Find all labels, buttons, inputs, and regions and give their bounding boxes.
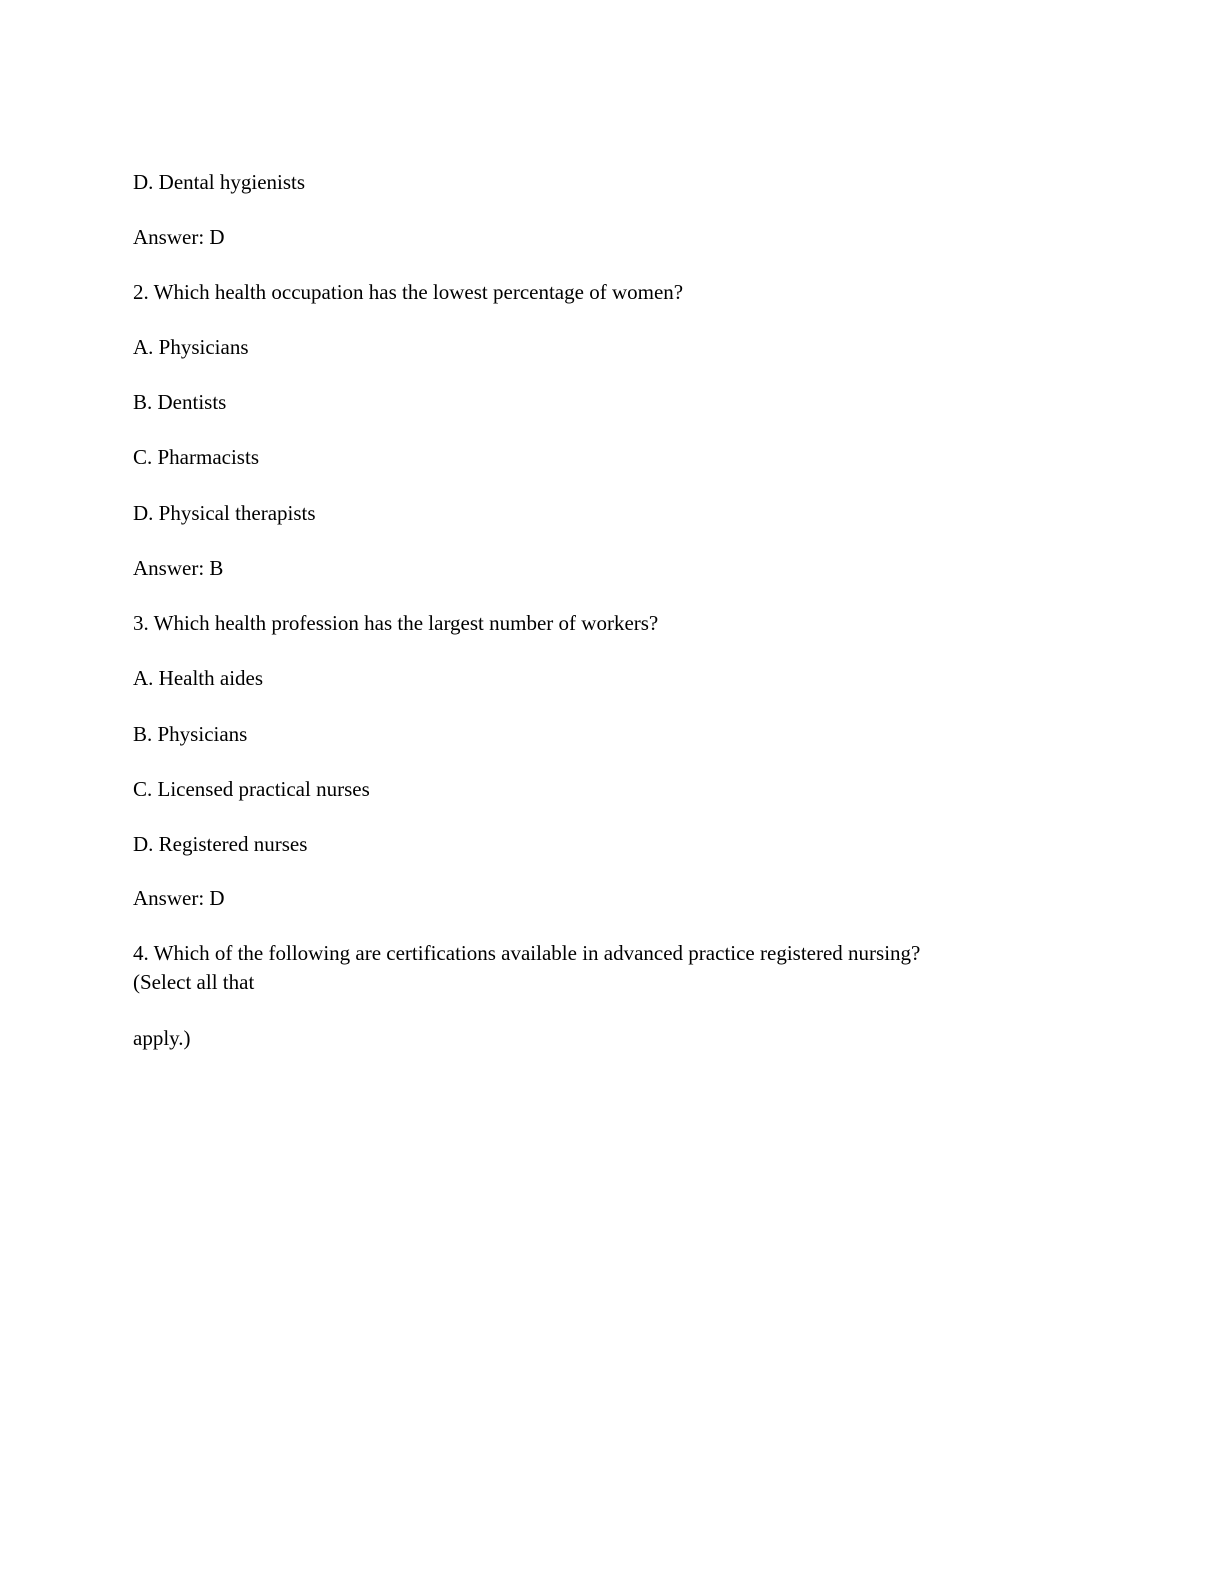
q1-option-d: D. Dental hygienists bbox=[133, 170, 306, 194]
q3-option-b: B. Physicians bbox=[133, 722, 248, 746]
q2-option-c: C. Pharmacists bbox=[133, 445, 259, 469]
q2-option-d: D. Physical therapists bbox=[133, 501, 316, 525]
q2-option-b: B. Dentists bbox=[133, 390, 227, 414]
q3-answer: Answer: D bbox=[133, 886, 225, 910]
q4-question-line3: apply.) bbox=[133, 1026, 191, 1050]
q3-question: 3. Which health profession has the largest number of workers? bbox=[133, 611, 659, 635]
q3-option-d: D. Registered nurses bbox=[133, 832, 308, 856]
q4-question-line2: (Select all that bbox=[133, 970, 255, 994]
q2-option-a: A. Physicians bbox=[133, 335, 249, 359]
q2-answer: Answer: B bbox=[133, 556, 224, 580]
q3-option-c: C. Licensed practical nurses bbox=[133, 777, 370, 801]
q2-question: 2. Which health occupation has the lowest percentage of women? bbox=[133, 280, 684, 304]
q1-answer: Answer: D bbox=[133, 225, 225, 249]
q3-option-a: A. Health aides bbox=[133, 666, 264, 690]
q4-question-line1: 4. Which of the following are certifications available in advanced practice registered nursing? bbox=[133, 941, 921, 965]
